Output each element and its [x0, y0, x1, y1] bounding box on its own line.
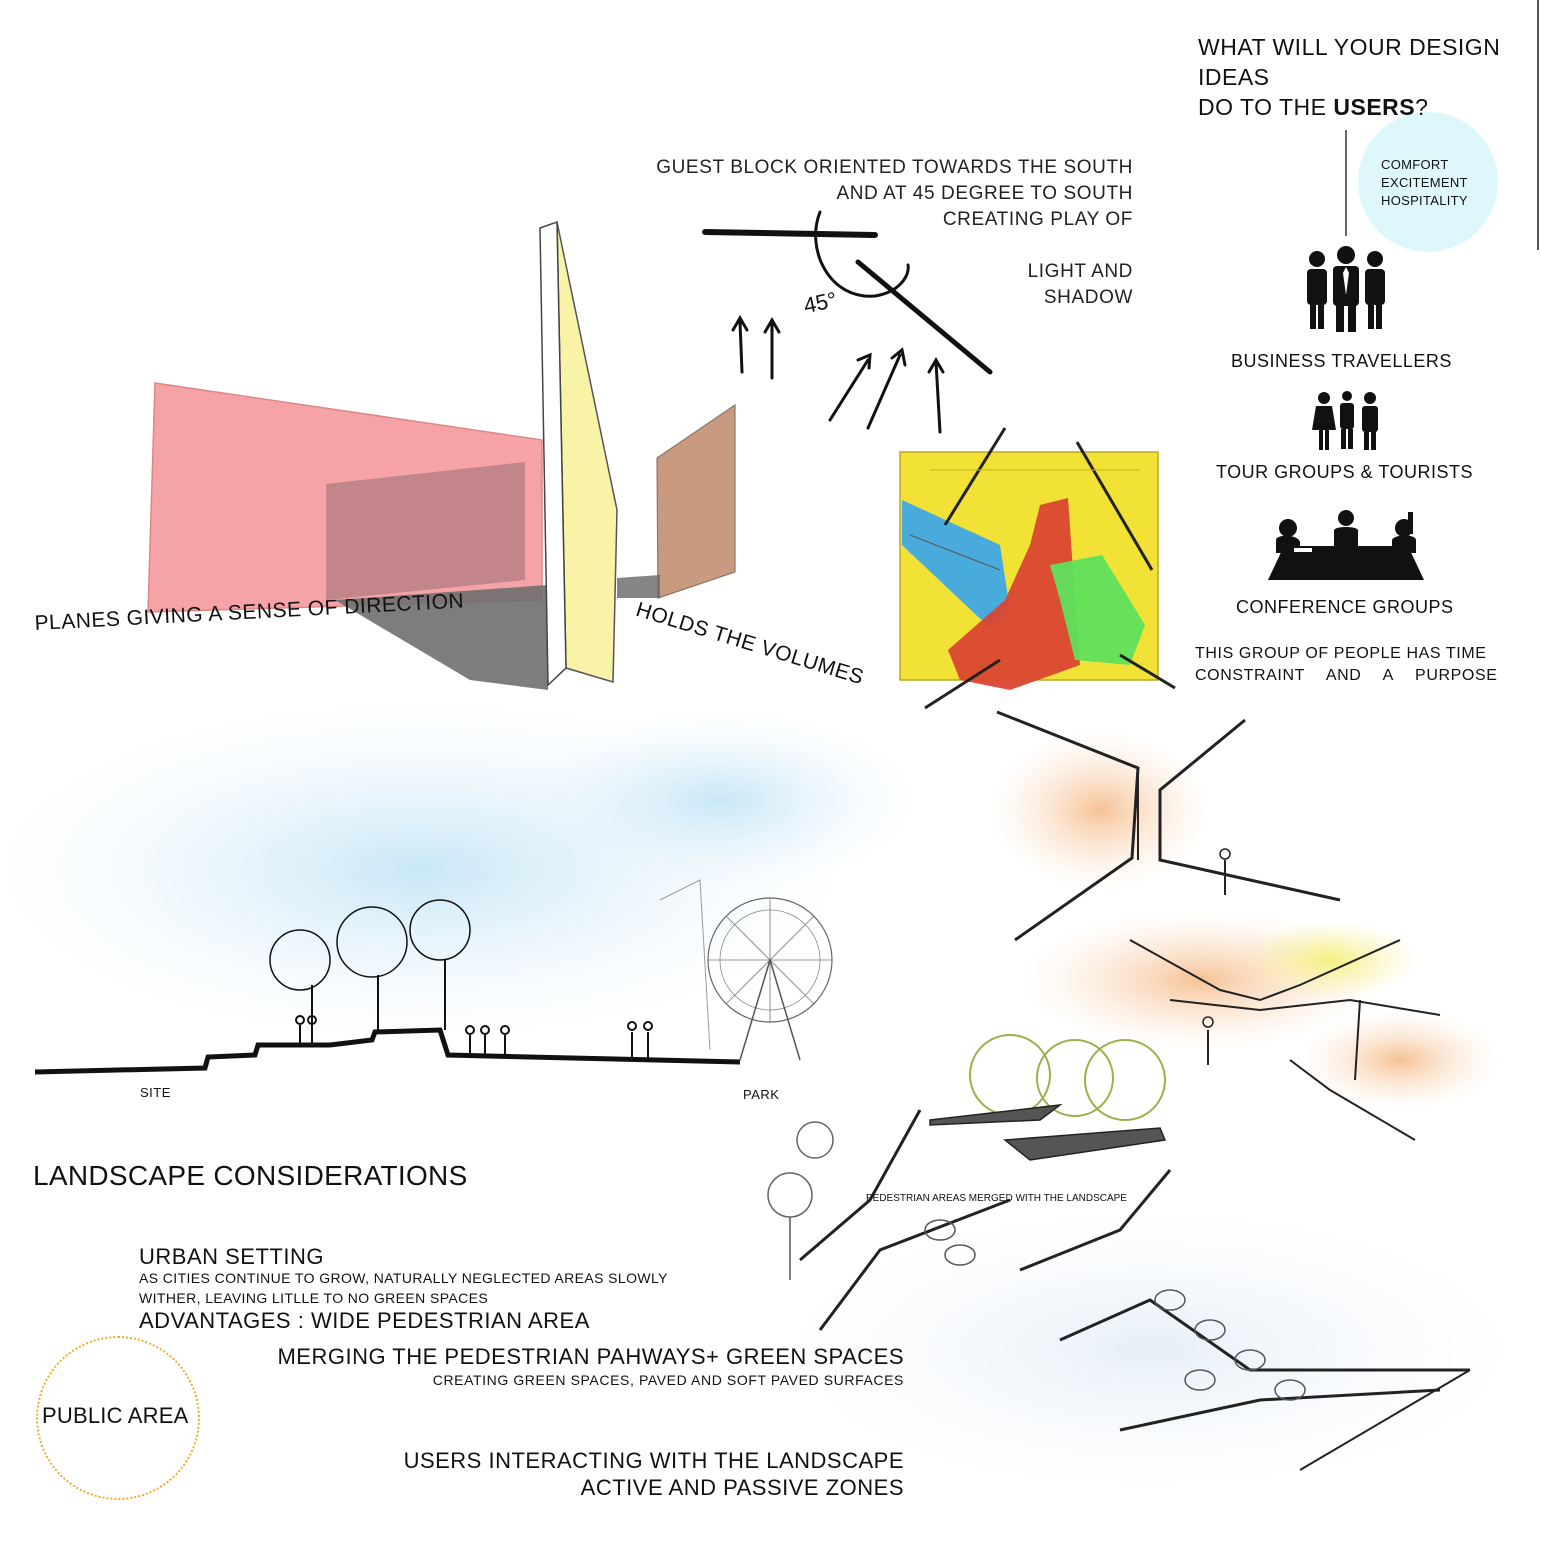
group-label-business: BUSINESS TRAVELLERS: [1231, 351, 1452, 371]
users-line-2: ACTIVE AND PASSIVE ZONES: [580, 1475, 904, 1500]
orientation-line-5: SHADOW: [1043, 287, 1133, 308]
color-collage: [900, 428, 1175, 708]
orientation-line-3: CREATING PLAY OF: [942, 209, 1133, 230]
pedestrian-note: PEDESTRIAN AREAS MERGED WITH THE LANDSCAPE: [866, 1193, 1127, 1204]
question-prefix: DO TO THE: [1198, 94, 1334, 120]
group-label-tourists: TOUR GROUPS & TOURISTS: [1216, 462, 1474, 482]
advantages-text: ADVANTAGES : WIDE PEDESTRIAN AREA: [139, 1308, 590, 1333]
orientation-line-4: LIGHT AND: [1027, 261, 1133, 282]
feeling-hospitality: HOSPITALITY: [1381, 193, 1468, 208]
planes-caption: PLANES GIVING A SENSE OF DIRECTION: [34, 589, 465, 635]
orientation-line-2: AND AT 45 DEGREE TO SOUTH: [836, 183, 1133, 204]
urban-heading: URBAN SETTING: [139, 1244, 324, 1269]
conference-table-icon: [1258, 508, 1434, 582]
group-note-line-2: CONSTRAINT AND A PURPOSE: [1195, 667, 1498, 684]
merging-subtext: CREATING GREEN SPACES, PAVED AND SOFT PAVED SURFACES: [432, 1372, 904, 1388]
angle-label: 45°: [801, 286, 840, 319]
orientation-line-1: GUEST BLOCK ORIENTED TOWARDS THE SOUTH: [656, 157, 1133, 178]
orientation-text: [560, 155, 1133, 311]
feeling-comfort: COMFORT: [1381, 157, 1449, 172]
question-users-bold: USERS: [1333, 94, 1416, 120]
volumes-caption: HOLDS THE VOLUMES: [633, 598, 867, 690]
public-area-label: PUBLIC AREA: [42, 1403, 189, 1428]
question-line-1: WHAT WILL YOUR DESIGN: [1198, 34, 1501, 60]
brown-plane-shadow: [617, 575, 660, 598]
park-label: PARK: [743, 1087, 780, 1102]
question-suffix: ?: [1415, 94, 1429, 120]
merging-heading: MERGING THE PEDESTRIAN PAHWAYS+ GREEN SPACES: [277, 1344, 904, 1369]
question-line-2: IDEAS: [1198, 64, 1270, 90]
plane-shadow-dark: [326, 462, 525, 600]
site-label: SITE: [140, 1085, 171, 1100]
urban-line-1: AS CITIES CONTINUE TO GROW, NATURALLY NEGLECTED AREAS SLOWLY: [139, 1270, 668, 1286]
urban-line-2: WITHER, LEAVING LITLLE TO NO GREEN SPACES: [139, 1290, 489, 1306]
merging-block: [200, 1344, 904, 1388]
question-line-3: [1198, 94, 1428, 121]
users-block: [200, 1447, 904, 1501]
brown-plane: [657, 405, 735, 598]
tourist-family-icon: [1312, 390, 1382, 452]
group-label-conference: CONFERENCE GROUPS: [1236, 597, 1454, 617]
users-line-1: USERS INTERACTING WITH THE LANDSCAPE: [403, 1448, 904, 1473]
landscape-title: LANDSCAPE CONSIDERATIONS: [33, 1160, 468, 1191]
feeling-excitement: EXCITEMENT: [1381, 175, 1468, 190]
group-note-line-1: THIS GROUP OF PEOPLE HAS TIME: [1195, 645, 1487, 662]
business-people-icon: [1303, 245, 1389, 333]
